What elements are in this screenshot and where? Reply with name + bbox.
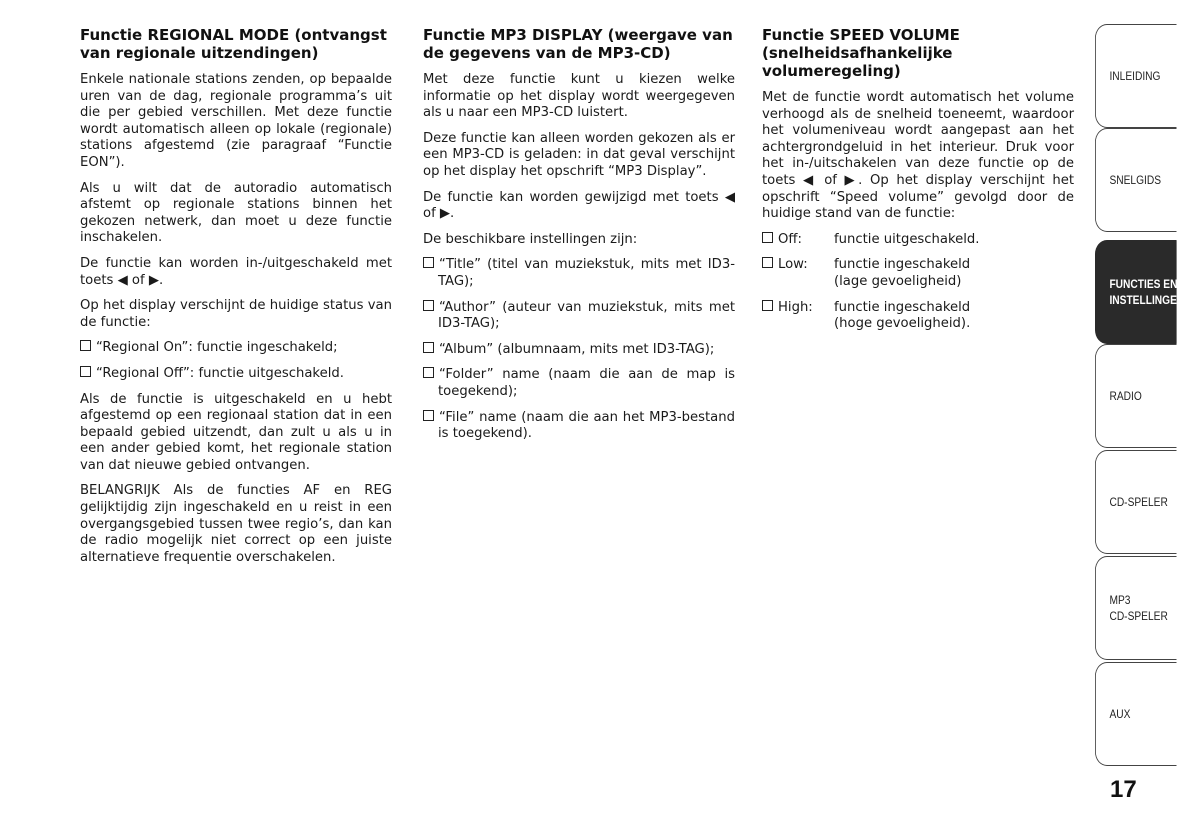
setting-row-low: Low: functie ingeschakeld (lage gevoeligheid) — [762, 257, 1074, 290]
list-item: “Author” (auteur van muziekstuk, mits met ID3-TAG); — [423, 300, 735, 333]
checkbox-square-icon — [423, 342, 434, 353]
checkbox-square-icon — [423, 410, 434, 421]
paragraph: De functie kan worden in-/uitgeschakeld met toets ◀ of ▶. — [80, 255, 392, 288]
tab-radio[interactable]: RADIO — [1095, 344, 1177, 448]
checkbox-square-icon — [762, 232, 773, 243]
column-regional-mode — [80, 26, 392, 575]
section-title-speed-volume: Functie SPEED VOLUME (snelheidsafhankelijke volumeregeling) — [762, 26, 960, 80]
page-number: 17 — [1110, 776, 1137, 803]
list-item: “Album” (albumnaam, mits met ID3-TAG); — [423, 342, 735, 359]
checkbox-square-icon — [762, 300, 773, 311]
paragraph: Als de functie is uitgeschakeld en u hebt afgestemd op een regionaal station dat in een bepaald gebied uitzendt, dan zult u als u in een ander gebied komt, het regionale station van dat nieuwe gebied ontvangen. — [80, 391, 392, 473]
tab-aux[interactable]: AUX — [1095, 662, 1177, 766]
section-title-mp3-display: Functie MP3 DISPLAY (weergave van de gegevens van de MP3-CD) — [423, 26, 733, 62]
list-item: “Title” (titel van muziekstuk, mits met ID3-TAG); — [423, 257, 735, 290]
tab-inleiding[interactable]: INLEIDING — [1095, 24, 1177, 128]
checkbox-square-icon — [423, 257, 434, 268]
paragraph: Deze functie kan alleen worden gekozen als er een MP3-CD is geladen: in dat geval verschijnt op het display het opschrift “MP3 Display”. — [423, 130, 735, 179]
paragraph: De beschikbare instellingen zijn: — [423, 231, 638, 247]
list-item: “File” name (naam die aan het MP3-bestand is toegekend). — [423, 410, 735, 443]
list-item: “Regional On”: functie ingeschakeld; — [80, 340, 392, 357]
checkbox-square-icon — [80, 340, 91, 351]
paragraph: De functie kan worden gewijzigd met toets ◀ of ▶. — [423, 189, 735, 222]
checkbox-square-icon — [423, 367, 434, 378]
setting-row-high: High: functie ingeschakeld (hoge gevoeligheid). — [762, 300, 1074, 333]
column-speed-volume — [762, 26, 1074, 342]
paragraph: Met de functie wordt automatisch het volume verhoogd als de snelheid toeneemt, waardoor het volumeniveau wordt aangepast aan het achtergrondgeluid in het interieur. Druk voor het in-/uitschakelen van deze functie op de toets ◀ of ▶. Op het display verschijnt het opschrift “Speed volume” gevolgd door de huidige stand van de functie: — [762, 90, 1074, 222]
setting-row-off: Off: functie uitgeschakeld. — [762, 232, 1074, 249]
tab-mp3-cd-speler[interactable]: MP3 CD-SPELER — [1095, 556, 1177, 660]
list-item: “Regional Off”: functie uitgeschakeld. — [80, 366, 392, 383]
column-mp3-display — [423, 26, 735, 452]
tab-cd-speler[interactable]: CD-SPELER — [1095, 450, 1177, 554]
checkbox-square-icon — [80, 366, 91, 377]
list-item: “Folder” name (naam die aan de map is toegekend); — [423, 367, 735, 400]
tab-snelgids[interactable]: SNELGIDS — [1095, 128, 1177, 232]
section-title-regional-mode: Functie REGIONAL MODE (ontvangst van regionale uitzendingen) — [80, 26, 387, 62]
checkbox-square-icon — [762, 257, 773, 268]
important-note: BELANGRIJK Als de functies AF en REG gelijktijdig zijn ingeschakeld en u reist in een overgangsgebied tussen twee regio’s, dan kan de radio mogelijk niet correct op een juiste alternatieve frequentie overschakelen. — [80, 483, 392, 565]
paragraph: Op het display verschijnt de huidige status van de functie: — [80, 298, 392, 330]
paragraph: Met deze functie kunt u kiezen welke informatie op het display wordt weergegeven als u naar een MP3-CD luistert. — [423, 72, 735, 121]
paragraph: Als u wilt dat de autoradio automatisch afstemt op regionale stations binnen het gekozen netwerk, dan moet u deze functie inschakelen. — [80, 180, 392, 246]
paragraph: Enkele nationale stations zenden, op bepaalde uren van de dag, regionale programma’s uit die per gebied verschillen. Met deze functie wordt automatisch alleen op lokale (regionale) stations afgestemd (zie paragraaf “Functie EON”). — [80, 72, 392, 170]
checkbox-square-icon — [423, 300, 434, 311]
tab-functies-en-instellingen[interactable]: FUNCTIES EN INSTELLINGEN — [1095, 240, 1177, 344]
